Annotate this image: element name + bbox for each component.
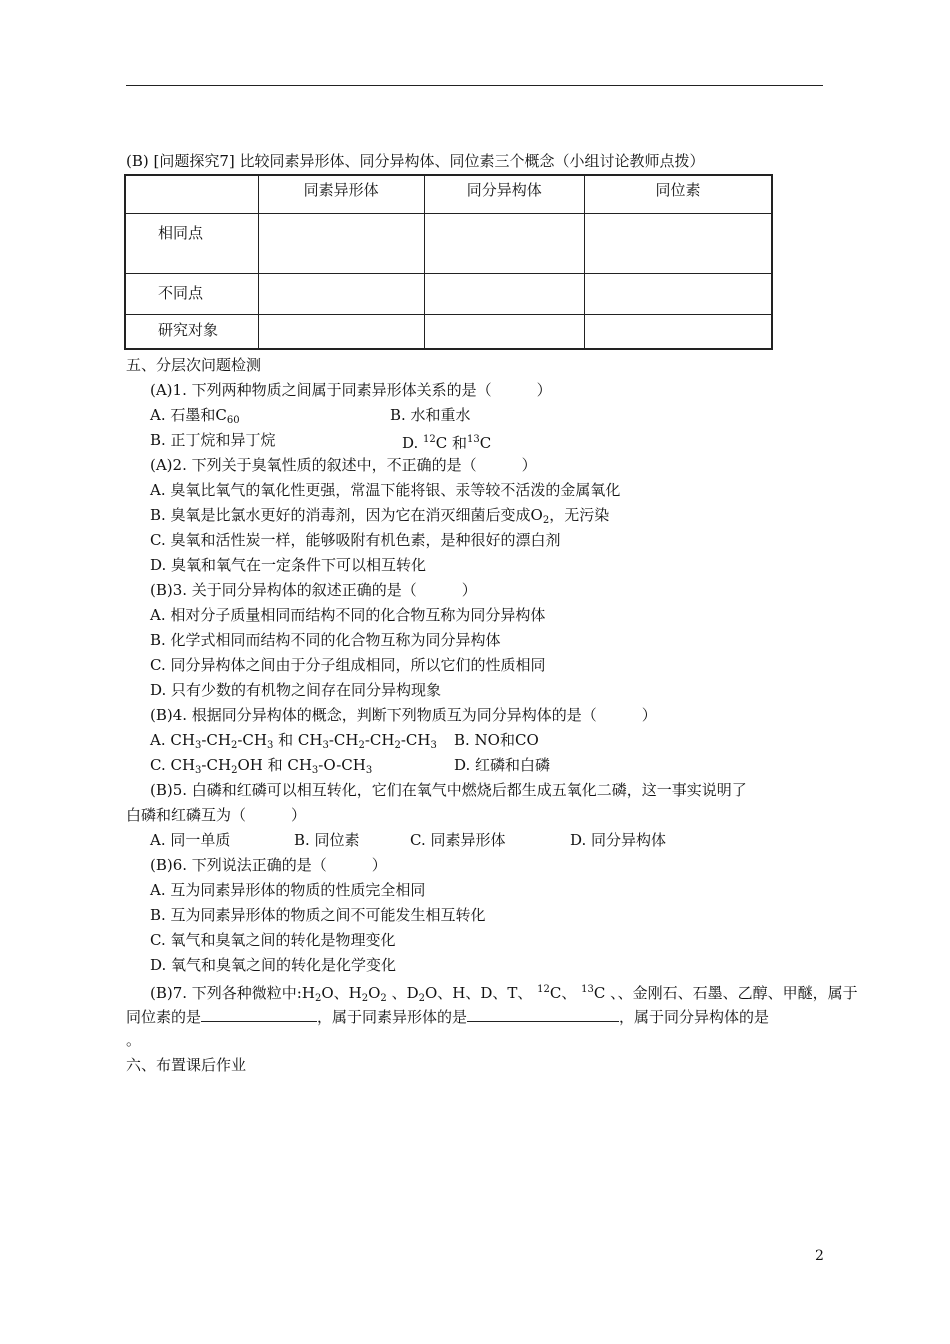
q7-blank-isotope[interactable] <box>201 1005 317 1022</box>
q6-stem: (B)6. 下列说法正确的是（ ） <box>150 856 387 874</box>
q4-option-d: D. 红磷和白磷 <box>454 756 551 774</box>
q1-option-b: B. 水和重水 <box>390 406 471 424</box>
q4-stem: (B)4. 根据同分异构体的概念，判断下列物质互为同分异构体的是（ ） <box>150 706 657 724</box>
table-cell <box>258 314 424 349</box>
q4-option-c: C. $CH_3-CH_2OH$ 和 $CH_3-O-CH_3$ <box>150 756 373 776</box>
q6-option-a: A. 互为同素异形体的物质的性质完全相同 <box>150 881 426 899</box>
table-cell <box>424 213 584 273</box>
comparison-table <box>124 174 773 350</box>
table-cell <box>258 213 424 273</box>
page-number: 2 <box>815 1248 824 1264</box>
section5-title: 五、分层次问题检测 <box>126 356 262 374</box>
table-cell <box>258 273 424 314</box>
table-row-label-diff: 不同点 <box>125 273 258 314</box>
table-header-allotrope: 同素异形体 <box>258 175 424 213</box>
q5-option-d: D. 同分异构体 <box>570 831 667 849</box>
q5-option-c: C. 同素异形体 <box>410 831 506 849</box>
q4-option-a: A. $CH_3-CH_2-CH_3$ 和 $CH_3-CH_2-CH_2-CH_3$ <box>150 731 437 751</box>
section6-title: 六、布置课后作业 <box>126 1056 247 1074</box>
q5-stem-line2: 白磷和红磷互为（ ） <box>126 806 307 824</box>
q3-stem: (B)3. 关于同分异构体的叙述正确的是（ ） <box>150 581 477 599</box>
table-cell <box>584 273 772 314</box>
q2-option-b: B. 臭氧是比氯水更好的消毒剂，因为它在消灭细菌后变成$O_2$，无污染 <box>150 506 610 526</box>
table-header-isomer: 同分异构体 <box>424 175 584 213</box>
table-row-label-object: 研究对象 <box>125 314 258 349</box>
q3-option-c: C. 同分异构体之间由于分子组成相同，所以它们的性质相同 <box>150 656 546 674</box>
q1-option-d: D. $^{12}$C 和$^{13}$C <box>402 434 492 452</box>
q6-option-b: B. 互为同素异形体的物质之间不可能发生相互转化 <box>150 906 486 924</box>
q1-stem: (A)1. 下列两种物质之间属于同素异形体关系的是（ ） <box>150 381 552 399</box>
q1-option-a: A. 石墨和$C_{60}$ <box>150 406 240 426</box>
q5-option-a: A. 同一单质 <box>150 831 231 849</box>
q7-blank-allotrope[interactable] <box>467 1005 619 1022</box>
q7-stem-line2: 同位素的是 ，属于同素异形体的是 ，属于同分异构体的是 <box>126 1005 769 1027</box>
table-row-label-same: 相同点 <box>125 213 258 273</box>
q2-option-d: D. 臭氧和氧气在一定条件下可以相互转化 <box>150 556 427 574</box>
q5-option-b: B. 同位素 <box>294 831 360 849</box>
table-cell <box>584 213 772 273</box>
q6-option-c: C. 氧气和臭氧之间的转化是物理变化 <box>150 931 396 949</box>
q5-stem-line1: (B)5. 白磷和红磷可以相互转化，它们在氧气中燃烧后都生成五氧化二磷，这一事实说明了 <box>150 781 747 799</box>
table-header-empty <box>125 175 258 213</box>
top-rule <box>126 85 823 86</box>
table-cell <box>424 273 584 314</box>
q6-option-d: D. 氧气和臭氧之间的转化是化学变化 <box>150 956 397 974</box>
q2-option-c: C. 臭氧和活性炭一样，能够吸附有机色素，是种很好的漂白剂 <box>150 531 561 549</box>
table-cell <box>424 314 584 349</box>
q2-option-a: A. 臭氧比氧气的氧化性更强，常温下能将银、汞等较不活泼的金属氧化 <box>150 481 621 499</box>
q7-stem-line3: 。 <box>126 1031 142 1049</box>
section-b7-title: (B) [问题探究7] 比较同素异形体、同分异构体、同位素三个概念（小组讨论教师点拨） <box>126 152 705 170</box>
q3-option-b: B. 化学式相同而结构不同的化合物互称为同分异构体 <box>150 631 501 649</box>
q4-option-b: B. NO和CO <box>454 731 539 749</box>
q1-option-c: B. 正丁烷和异丁烷 <box>150 431 276 449</box>
table-header-isotope: 同位素 <box>584 175 772 213</box>
q3-option-a: A. 相对分子质量相同而结构不同的化合物互称为同分异构体 <box>150 606 546 624</box>
q3-option-d: D. 只有少数的有机物之间存在同分异构现象 <box>150 681 442 699</box>
table-cell <box>584 314 772 349</box>
q7-stem-line1: (B)7. 下列各种微粒中$:H_2O$、$H_2O_2$ 、$D_2O$、H、D、T、 $^{12}$C、 $^{13}$C 、、金刚石、石墨、乙醇、甲醚，属于 <box>150 984 858 1004</box>
q2-stem: (A)2. 下列关于臭氧性质的叙述中，不正确的是（ ） <box>150 456 537 474</box>
